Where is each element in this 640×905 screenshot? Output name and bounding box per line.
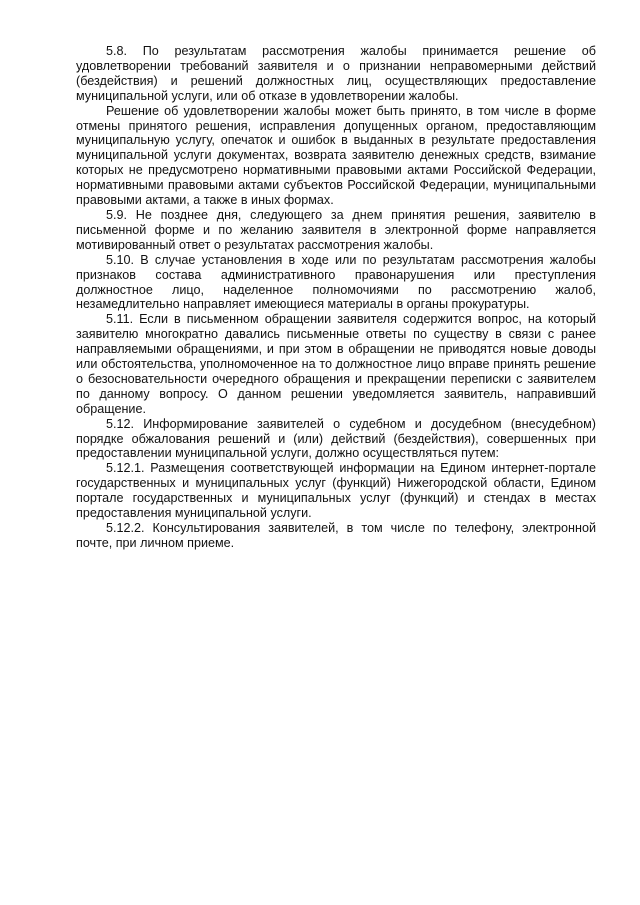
paragraph-5-12-2: 5.12.2. Консультирования заявителей, в том числе по телефону, электронной почте, при личном приеме. [76, 521, 596, 550]
paragraph-5-11: 5.11. Если в письменном обращении заявителя содержится вопрос, на который заявителю многократно давались письменные ответы по существу в связи с ранее направляемыми обращениями, и при этом в обращении не приводятся новые доводы или обстоятельства, уполномоченное на то должностное лицо вправе принять решение о безосновательности очередного обращения и прекращении переписки с заявителем по данному вопросу. О данном решении уведомляется заявитель, направивший обращение. [76, 312, 596, 416]
paragraph-5-12-1: 5.12.1. Размещения соответствующей информации на Едином интернет-портале государственных и муниципальных услуг (функций) Нижегородской области, Едином портале государственных и муниципальных услуг (функций) и стендах в местах предоставления муниципальной услуги. [76, 461, 596, 521]
paragraph-5-12: 5.12. Информирование заявителей о судебном и досудебном (внесудебном) порядке обжалования решений и (или) действий (бездействия), совершенных при предоставлении муниципальной услуги, должно осуществляться путем: [76, 416, 596, 461]
paragraph-decision-forms: Решение об удовлетворении жалобы может быть принято, в том числе в форме отмены принятого решения, исправления допущенных органом, предоставляющим муниципальную услугу, опечаток и ошибок в выданных в результате предоставления муниципальной услуги документах, возврата заявителю денежных средств, взимание которых не предусмотрено нормативными правовыми актами Российской Федерации, нормативными правовыми актами субъектов Российской Федерации, муниципальными правовыми актами, а также в иных формах. [76, 103, 596, 208]
paragraph-5-9: 5.9. Не позднее дня, следующего за днем принятия решения, заявителю в письменной форме и по желанию заявителя в электронной форме направляется мотивированный ответ о результатах рассмотрения жалобы. [76, 207, 596, 252]
paragraph-5-10: 5.10. В случае установления в ходе или по результатам рассмотрения жалобы признаков состава административного правонарушения или преступления должностное лицо, наделенное полномочиями по рассмотрению жалоб, незамедлительно направляет имеющиеся материалы в органы прокуратуры. [76, 252, 596, 312]
document-page [76, 44, 596, 551]
paragraph-5-8: 5.8. По результатам рассмотрения жалобы принимается решение об удовлетворении требований заявителя и о признании неправомерными действий (бездействия) и решений должностных лиц, осуществляющих предоставление муниципальной услуги, или об отказе в удовлетворении жалобы. [76, 44, 596, 103]
